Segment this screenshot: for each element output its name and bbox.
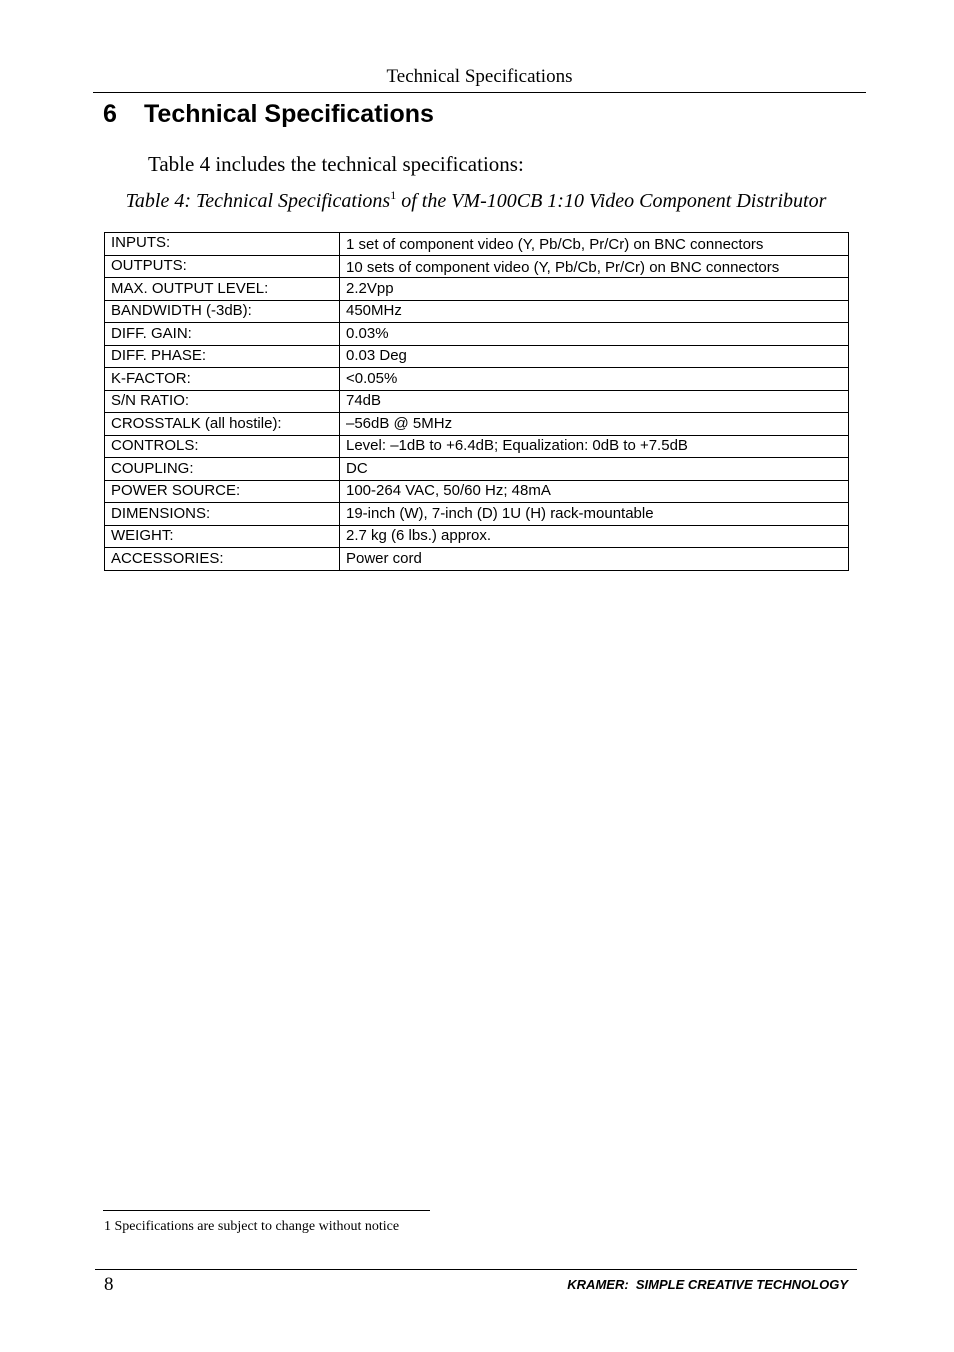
table-row bbox=[105, 503, 849, 526]
section-number: 6 bbox=[103, 100, 117, 128]
section-heading bbox=[103, 100, 434, 129]
footnote-text: 1 Specifications are subject to change without notice bbox=[104, 1219, 400, 1234]
table-row bbox=[105, 233, 849, 256]
spec-value: 100-264 VAC, 50/60 Hz; 48mA bbox=[340, 480, 849, 503]
spec-value: 450MHz bbox=[340, 300, 849, 323]
spec-value: DC bbox=[340, 458, 849, 481]
spec-label: WEIGHT: bbox=[105, 525, 340, 548]
table-row bbox=[105, 323, 849, 346]
intro-paragraph: Table 4 includes the technical specifications: bbox=[148, 152, 524, 176]
spec-label: CROSSTALK (all hostile): bbox=[105, 413, 340, 436]
table-row bbox=[105, 480, 849, 503]
spec-label: CONTROLS: bbox=[105, 435, 340, 458]
spec-value: 2.2Vpp bbox=[340, 278, 849, 301]
spec-label: COUPLING: bbox=[105, 458, 340, 481]
table-row bbox=[105, 435, 849, 458]
table-row bbox=[105, 345, 849, 368]
spec-label: MAX. OUTPUT LEVEL: bbox=[105, 278, 340, 301]
table-row bbox=[105, 300, 849, 323]
spec-label: DIFF. GAIN: bbox=[105, 323, 340, 346]
spec-value: 10 sets of component video (Y, Pb/Cb, Pr/Cr) on BNC connectors bbox=[340, 255, 849, 278]
spec-label: POWER SOURCE: bbox=[105, 480, 340, 503]
spec-label: DIMENSIONS: bbox=[105, 503, 340, 526]
table-row bbox=[105, 458, 849, 481]
spec-label: BANDWIDTH (-3dB): bbox=[105, 300, 340, 323]
spec-value: 19-inch (W), 7-inch (D) 1U (H) rack-mountable bbox=[340, 503, 849, 526]
table-row bbox=[105, 255, 849, 278]
running-header: Technical Specifications bbox=[93, 66, 866, 93]
table-row bbox=[105, 548, 849, 571]
spec-value: Level: –1dB to +6.4dB; Equalization: 0dB to +7.5dB bbox=[340, 435, 849, 458]
table-row bbox=[105, 413, 849, 436]
spec-value: 2.7 kg (6 lbs.) approx. bbox=[340, 525, 849, 548]
spec-value: 0.03% bbox=[340, 323, 849, 346]
spec-label: ACCESSORIES: bbox=[105, 548, 340, 571]
table-caption bbox=[104, 190, 848, 213]
footnote-reference: 1 bbox=[390, 188, 397, 202]
spec-label: S/N RATIO: bbox=[105, 390, 340, 413]
table-row bbox=[105, 368, 849, 391]
spec-value: 0.03 Deg bbox=[340, 345, 849, 368]
spec-value: <0.05% bbox=[340, 368, 849, 391]
table-row bbox=[105, 390, 849, 413]
spec-value: 74dB bbox=[340, 390, 849, 413]
spec-value: Power cord bbox=[340, 548, 849, 571]
page-number: 8 bbox=[104, 1274, 114, 1295]
footer-divider bbox=[95, 1269, 857, 1270]
table-row bbox=[105, 278, 849, 301]
caption-prefix: Table 4: Technical Specifications bbox=[125, 190, 391, 212]
footnote-divider bbox=[103, 1210, 430, 1211]
footer-brand: KRAMER: SIMPLE CREATIVE TECHNOLOGY bbox=[567, 1277, 848, 1292]
table-row bbox=[105, 525, 849, 548]
spec-label: K-FACTOR: bbox=[105, 368, 340, 391]
spec-value: 1 set of component video (Y, Pb/Cb, Pr/Cr) on BNC connectors bbox=[340, 233, 849, 256]
spec-label: OUTPUTS: bbox=[105, 255, 340, 278]
caption-suffix: of the VM-100CB 1:10 Video Component Distributor bbox=[396, 190, 827, 212]
section-title: Technical Specifications bbox=[144, 100, 434, 128]
spec-label: INPUTS: bbox=[105, 233, 340, 256]
spec-label: DIFF. PHASE: bbox=[105, 345, 340, 368]
specifications-table bbox=[104, 232, 849, 571]
spec-value: –56dB @ 5MHz bbox=[340, 413, 849, 436]
